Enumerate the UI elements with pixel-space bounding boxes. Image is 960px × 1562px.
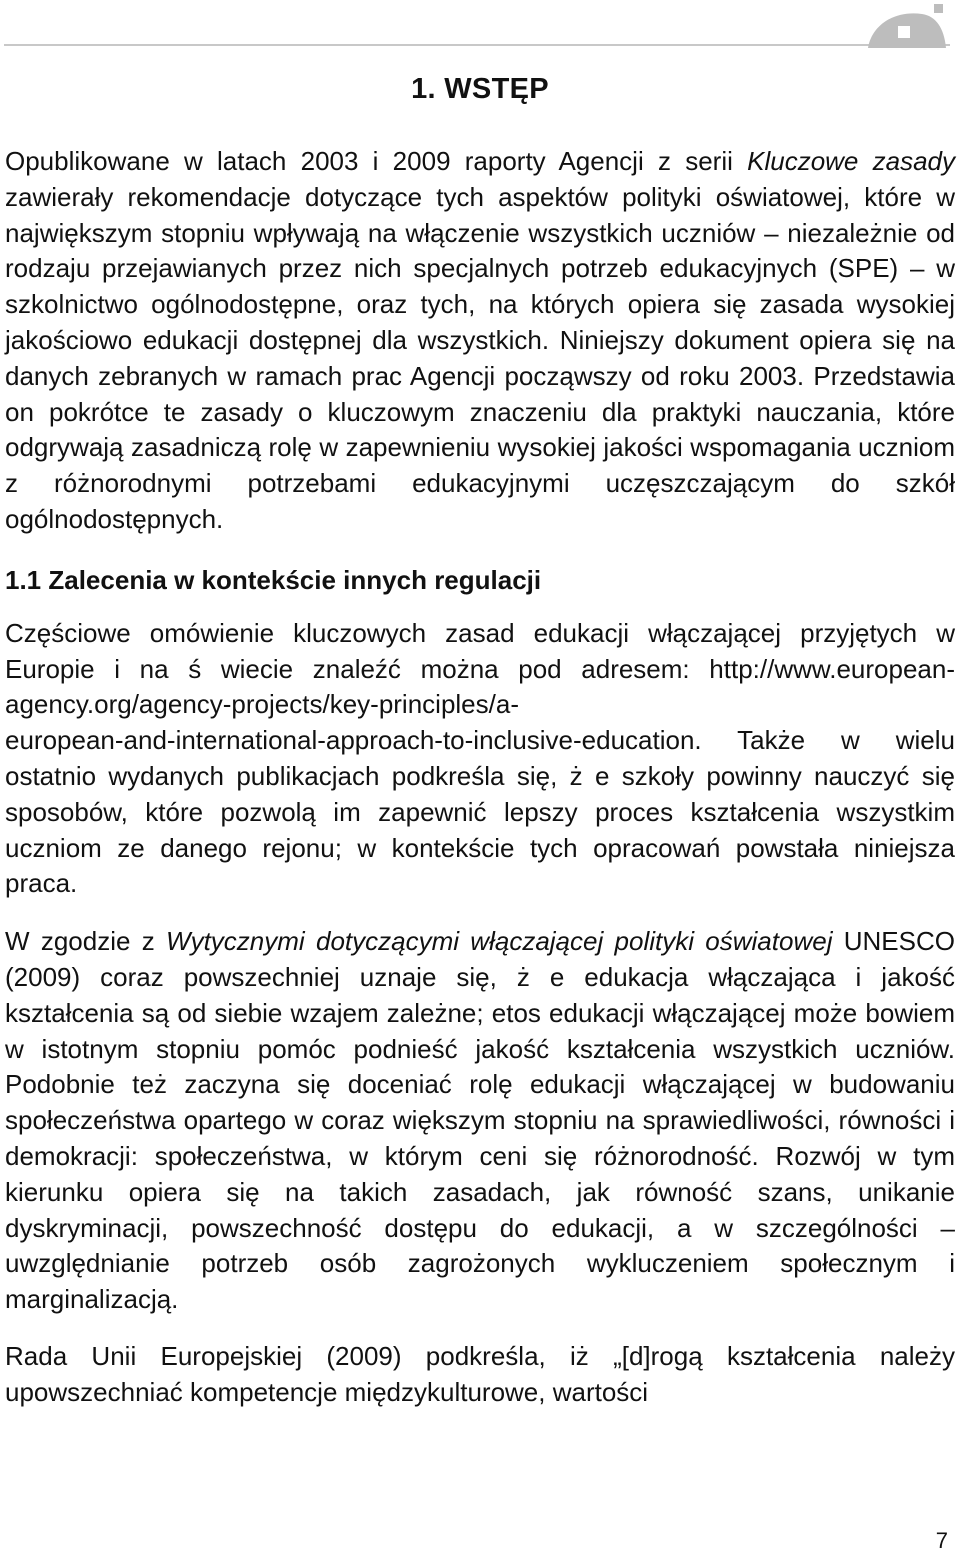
agency-logo-icon (866, 4, 948, 48)
paragraph-council: Rada Unii Europejskiej (2009) podkreśla, iż „[d]rogą kształcenia należy upowszechniać kompetencje międzykulturowe, wartości (5, 1340, 955, 1407)
subsection-heading: 1.1 Zalecenia w kontekście innych regulacji (5, 564, 542, 595)
document-body (5, 144, 955, 1411)
paragraph-unesco: W zgodzie z Wytycznymi dotyczącymi włączającej polityki oświatowej UNESCO (2009) coraz powszechniej uznaje się, ż e edukacja włączająca i jakość kształcenia są od siebie wzajem zależne; etos edukacji włączającej może bowiem w istotnym stopniu pomóc podnieść jakość kształcenia wszystkich uczniów. Podobnie też zaczyna się doceniać rolę edukacji włączającej w budowaniu społeczeństwa opartego w coraz większym stopniu na sprawiedliwości, równości i demokracji: społeczeństwa, w którym ceni się różnorodność. Rozwój w tym kierunku opiera się na takich zasadach, jak równość szans, unikanie dyskryminacji, powszechność dostępu do edukacji, a w szczególności – uwzględnianie potrzeb osób zagrożonych wykluczeniem społecznym i marginalizacją. (5, 926, 955, 1315)
section-heading: 1. WSTĘP (411, 73, 549, 105)
agency-link[interactable]: http://www.european-agency.org/agency-projects/key-principles/a- european-and-international-approach-to-inclusive-education. (5, 653, 955, 756)
page-number: 7 (935, 1528, 948, 1553)
paragraph-recommendations: Częściowe omówienie kluczowych zasad edukacji włączającej przyjętych w Europie i na ś wiecie znaleźć można pod adresem: http://www.european-agency.org/agency-projects/key-principles/a- european-and-international-approach-to-inclusive-education. Także w wielu ostatnio wydanych publikacjach podkreśla się, ż e szkoły powinny nauczyć się sposobów, które pozwolą im zapewnić lepszy proces kształcenia wszystkim uczniom ze danego rejonu; w kontekście tych opracowań powstała niniejsza praca. (5, 617, 955, 899)
header-rule (4, 44, 950, 46)
paragraph-intro: Opublikowane w latach 2003 i 2009 raporty Agencji z serii Kluczowe zasady zawierały rekomendacje dotyczące tych aspektów polityki oświatowej, które w największym stopniu wpływają na włączenie wszystkich uczniów – niezależnie od rodzaju przejawianych przez nich specjalnych potrzeb edukacyjnych (SPE) – w szkolnictwo ogólnodostępne, oraz tych, na których opiera się zasada wysokiej jakościowo edukacji dostępnej dla wszystkich. Niniejszy dokument opiera się na danych zebranych w ramach prac Agencji począwszy od roku 2003. Przedstawia on pokrótce te zasady o kluczowym znaczeniu dla praktyki nauczania, które odgrywają zasadniczą rolę w zapewnieniu wysokiej jakości wspomagania uczniom z różnorodnymi potrzebami edukacyjnymi uczęszczającym do szkół ogólnodostępnych. (5, 146, 955, 534)
